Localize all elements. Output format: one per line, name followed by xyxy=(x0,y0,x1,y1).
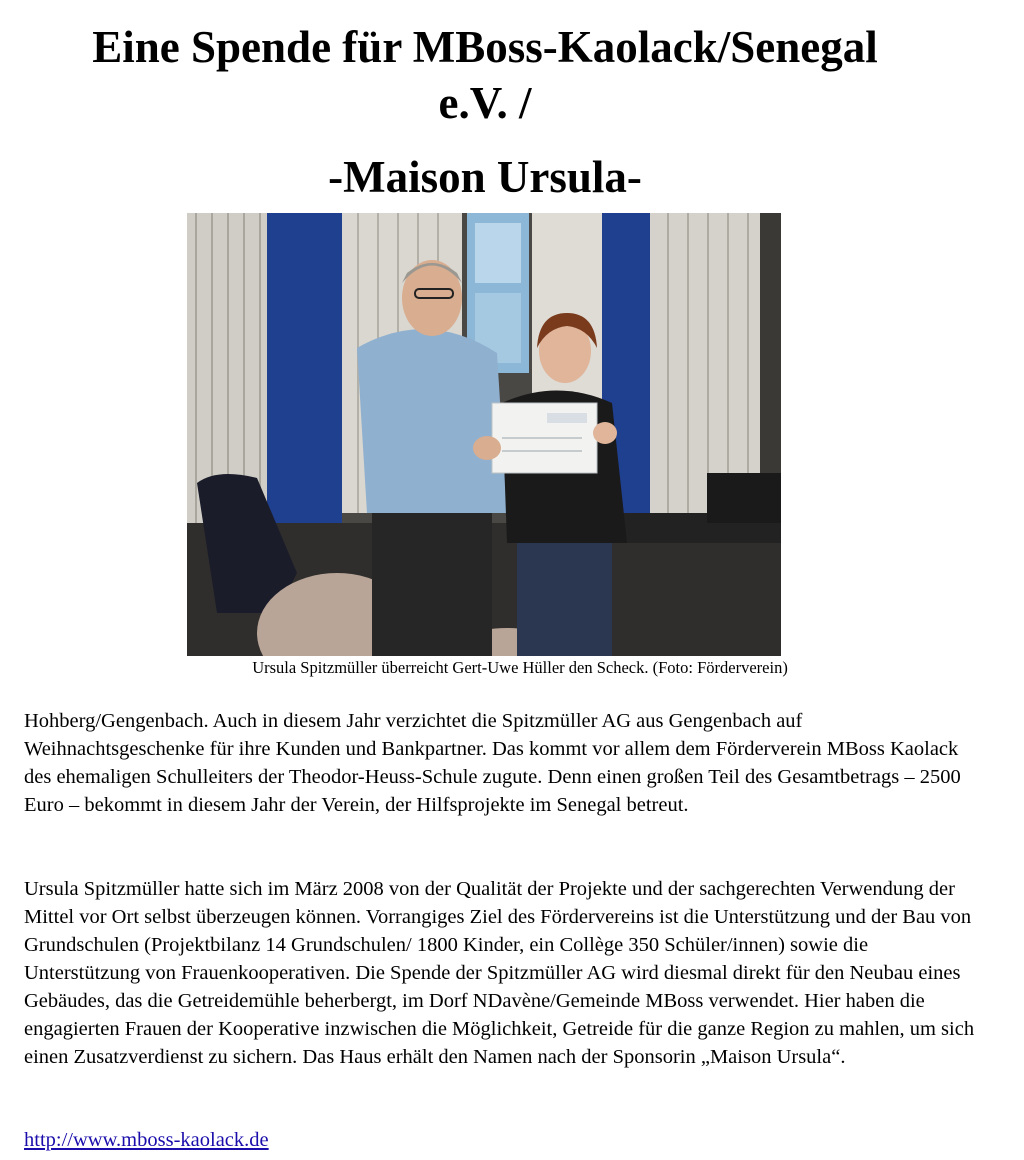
check-handover-photo xyxy=(187,213,781,656)
website-link[interactable]: http://www.mboss-kaolack.de xyxy=(24,1129,269,1151)
page-subtitle: -Maison Ursula- xyxy=(328,152,642,202)
page-title-line-1: Eine Spende für MBoss-Kaolack/Senegal xyxy=(92,22,878,72)
page-title-line-2: e.V. / xyxy=(438,78,532,128)
article-paragraph-2: Ursula Spitzmüller hatte sich im März 2008 von der Qualität der Projekte und der sachgerechten Verwendung der Mittel vor Ort selbst überzeugen können. Vorrangiges Ziel des Fördervereins ist die Unterstützung und der Bau von Grundschulen (Projektbilanz 14 Grundschulen/ 1800 Kinder, ein Collège 350 Schüler/innen) sowie die Unterstützung von Frauenkooperativen. Die Spende der Spitzmüller AG wird diesmal direkt für den Neubau eines Gebäudes, das die Getreidemühle beherbergt, im Dorf NDavène/Gemeinde MBoss verwendet. Hier haben die engagierten Frauen der Kooperative inzwischen die Möglichkeit, Getreide für die ganze Region zu mahlen, um sich einen Zusatzverdienst zu sichern. Das Haus erhält den Namen nach der Sponsorin „Maison Ursula“. xyxy=(24,878,975,1068)
photo-caption: Ursula Spitzmüller überreicht Gert-Uwe Hüller den Scheck. (Foto: Förderverein) xyxy=(252,658,788,677)
article-paragraph-1: Hohberg/Gengenbach. Auch in diesem Jahr verzichtet die Spitzmüller AG aus Gengenbach auf Weihnachtsgeschenke für ihre Kunden und Bankpartner. Das kommt vor allem dem Förderverein MBoss Kaolack des ehemaligen Schulleiters der Theodor-Heuss-Schule zugute. Denn einen großen Teil des Gesamtbetrags – 2500 Euro – bekommt in diesem Jahr der Verein, der Hilfsprojekte im Senegal betreut. xyxy=(24,710,961,816)
